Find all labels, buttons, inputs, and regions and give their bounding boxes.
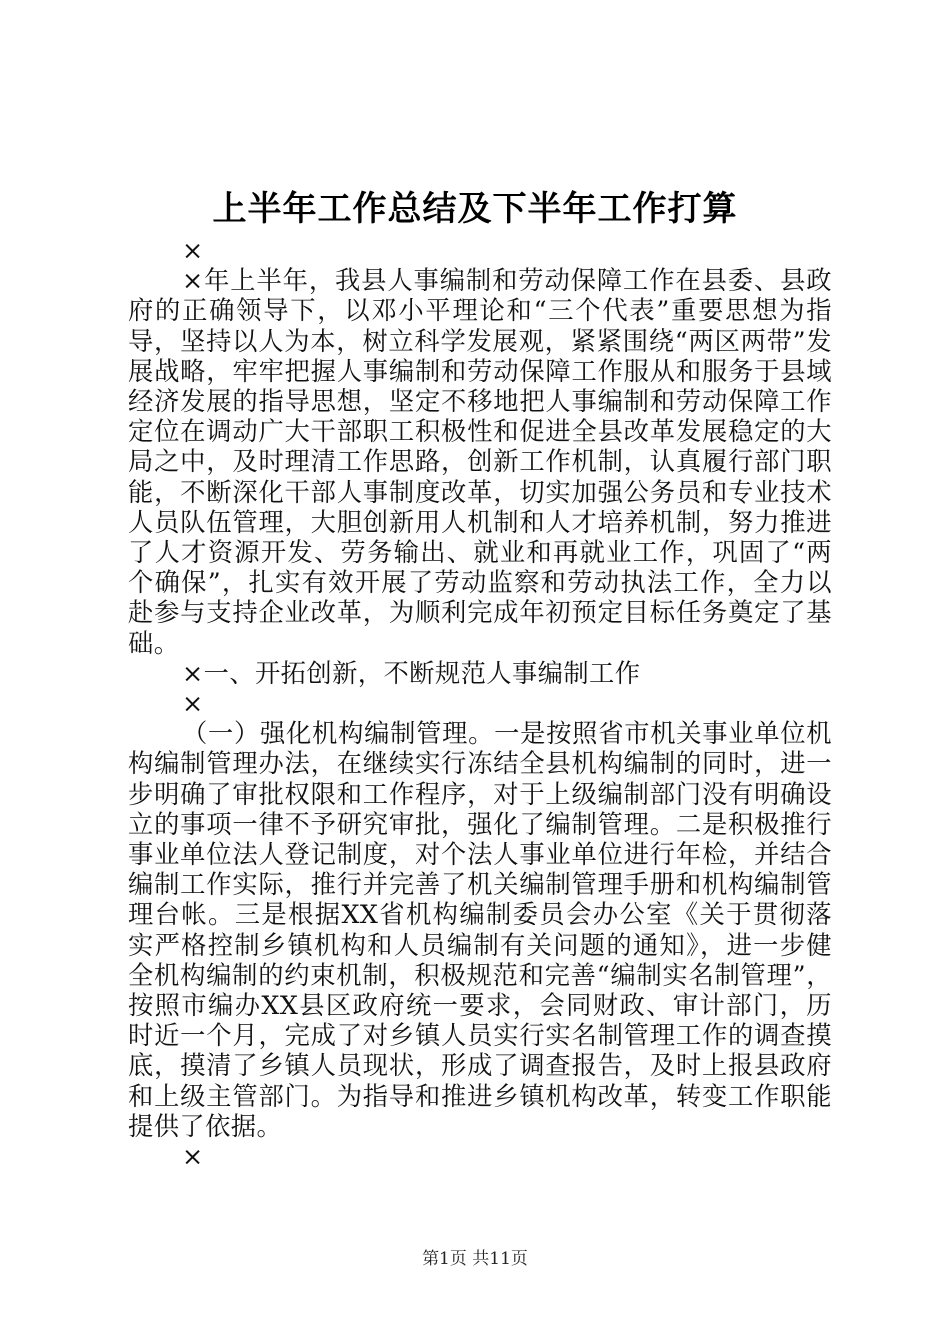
paragraph-subsection-1: （一）强化机构编制管理。一是按照省市机关事业单位机构编制管理办法，在继续实行冻结全县机构编制的同时，进一步明确了审批权限和工作程序，对于上级编制部门没有明确设立的事项一律不予研究审批，强化了编制管理。二是积极推行事业单位法人登记制度，对个法人事业单位进行年检，并结合编制工作实际，推行并完善了机关编制管理手册和机构编制管理台帐。三是根据XX省机构编制委员会办公室《关于贯彻落实严格控制乡镇机构和人员编制有关问题的通知》，进一步健全机构编制的约束机制，积极规范和完善“编制实名制管理”，按照市编办XX县区政府统一要求，会同财政、审计部门，历时近一个月，完成了对乡镇人员实行实名制管理工作的调查摸底，摸清了乡镇人员现状，形成了调查报告，及时上报县政府和上级主管部门。为指导和推进乡镇机构改革，转变工作职能提供了依据。 xyxy=(128,719,832,1141)
document-body xyxy=(128,236,832,1172)
page-footer: 第1页 共11页 xyxy=(422,1249,528,1269)
document-title: 上半年工作总结及下半年工作打算 xyxy=(212,189,738,229)
paragraph-marker: × xyxy=(182,1142,204,1172)
paragraph-intro: ×年上半年，我县人事编制和劳动保障工作在县委、县政府的正确领导下，以邓小平理论和“三个代表”重要思想为指导，坚持以人为本，树立科学发展观，紧紧围绕“两区两带”发展战略，牢牢把握人事编制和劳动保障工作服从和服务于县域经济发展的指导思想，坚定不移地把人事编制和劳动保障工作定位在调动广大干部职工积极性和促进全县改革发展稳定的大局之中，及时理清工作思路，创新工作机制，认真履行部门职能，不断深化干部人事制度改革，切实加强公务员和专业技术人员队伍管理，大胆创新用人机制和人才培养机制，努力推进了人才资源开发、劳务输出、就业和再就业工作，巩固了“两个确保”，扎实有效开展了劳动监察和劳动执法工作，全力以赴参与支持企业改革，为顺利完成年初预定目标任务奠定了基础。 xyxy=(128,266,832,658)
section-heading: ×一、开拓创新，不断规范人事编制工作 xyxy=(182,658,641,688)
paragraph-marker: × xyxy=(182,689,204,719)
paragraph-marker: × xyxy=(182,236,204,265)
